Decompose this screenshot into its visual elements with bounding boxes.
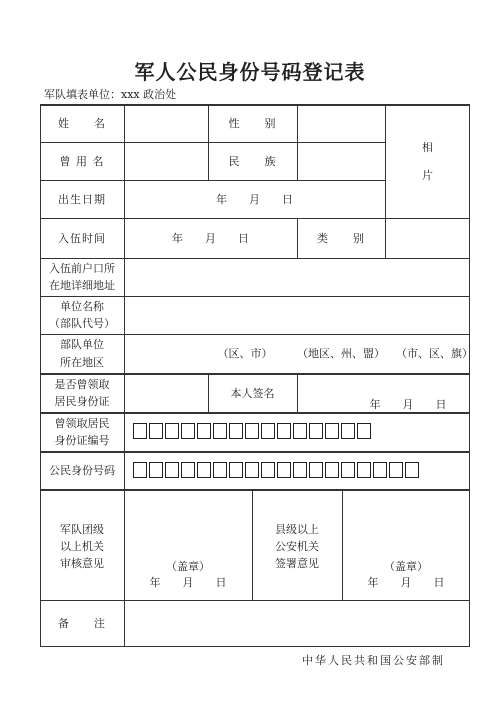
army-seal: （盖章） — [166, 560, 210, 573]
gender-field[interactable] — [298, 105, 385, 142]
unit-name-label-2: （部队代号） — [49, 317, 115, 330]
unit-location-label-1: 部队单位 — [60, 338, 104, 351]
signature-label: 本人签名 — [230, 387, 275, 400]
ethnicity-field[interactable] — [298, 143, 385, 180]
digit-box[interactable] — [261, 462, 275, 478]
photo-area[interactable] — [386, 105, 469, 218]
police-review-label-2: 公安机关 — [275, 540, 319, 553]
enlist-time-field[interactable]: 年 月 日 — [172, 232, 249, 245]
digit-box[interactable] — [341, 462, 355, 478]
enlist-time-label: 入伍时间 — [58, 232, 106, 245]
police-review-label-3: 签署意见 — [275, 557, 319, 570]
digit-box[interactable] — [133, 423, 147, 439]
digit-box[interactable] — [229, 462, 243, 478]
location-city: （市、区、旗） — [396, 347, 473, 360]
got-id-label-2: 居民身份证 — [54, 395, 110, 408]
got-id-field[interactable] — [125, 375, 208, 412]
category-field[interactable] — [386, 219, 469, 258]
row-divider — [40, 180, 385, 181]
digit-box[interactable] — [293, 423, 307, 439]
remarks-field[interactable] — [125, 601, 469, 646]
location-district: （区、市） — [217, 347, 273, 360]
digit-box[interactable] — [245, 423, 259, 439]
digit-box[interactable] — [325, 423, 339, 439]
digit-box[interactable] — [293, 462, 307, 478]
digit-box[interactable] — [133, 462, 147, 478]
police-review-date[interactable]: 年 月 日 — [367, 576, 445, 589]
issuer-footer: 中华人民共和国公安部制 — [302, 654, 445, 667]
birth-date-label: 出生日期 — [58, 193, 106, 206]
digit-box[interactable] — [405, 462, 419, 478]
digit-box[interactable] — [357, 462, 371, 478]
digit-box[interactable] — [309, 462, 323, 478]
photo-label-2: 片 — [422, 169, 433, 182]
digit-box[interactable] — [357, 423, 371, 439]
digit-box[interactable] — [213, 423, 227, 439]
digit-box[interactable] — [197, 462, 211, 478]
police-seal: （盖章） — [384, 560, 428, 573]
digit-box[interactable] — [261, 423, 275, 439]
remarks-label: 备 注 — [58, 617, 106, 630]
digit-box[interactable] — [165, 462, 179, 478]
army-review-label-2: 以上机关 — [60, 540, 104, 553]
unit-name-label-1: 单位名称 — [60, 300, 104, 313]
form-title: 军人公民身份号码登记表 — [134, 60, 366, 84]
digit-box[interactable] — [341, 423, 355, 439]
police-review-label-1: 县级以上 — [275, 523, 319, 536]
prior-address-label-1: 入伍前户口所 — [49, 262, 115, 275]
signature-date[interactable]: 年 月 日 — [369, 398, 447, 411]
digit-box[interactable] — [389, 462, 403, 478]
digit-box[interactable] — [325, 462, 339, 478]
digit-box[interactable] — [277, 423, 291, 439]
prior-address-label-2: 在地详细地址 — [49, 279, 115, 292]
filling-unit: 军队填表单位：xxx 政治处 — [44, 88, 177, 101]
former-name-label: 曾 用 名 — [59, 155, 105, 168]
citizen-id-number-boxes[interactable] — [133, 462, 419, 478]
army-review-label-1: 军队团级 — [60, 523, 104, 536]
former-id-label-1: 曾领取居民 — [54, 417, 110, 430]
army-review-label-3: 审核意见 — [60, 557, 104, 570]
digit-box[interactable] — [181, 423, 195, 439]
digit-box[interactable] — [373, 462, 387, 478]
row-divider — [40, 451, 470, 453]
digit-box[interactable] — [229, 423, 243, 439]
digit-box[interactable] — [149, 423, 163, 439]
category-label: 类 别 — [317, 232, 365, 245]
digit-box[interactable] — [277, 462, 291, 478]
digit-box[interactable] — [213, 462, 227, 478]
col-divider — [297, 373, 298, 412]
digit-box[interactable] — [149, 462, 163, 478]
ethnicity-label: 民 族 — [228, 155, 277, 168]
location-prefecture: （地区、州、盟） — [297, 347, 385, 360]
gender-label: 性 别 — [228, 117, 277, 130]
former-name-field[interactable] — [125, 143, 208, 180]
unit-location-label-2: 所在地区 — [60, 356, 104, 369]
unit-name-field[interactable] — [125, 297, 469, 334]
photo-label-1: 相 — [422, 141, 433, 154]
name-field[interactable] — [125, 105, 208, 142]
table-bottom-border — [40, 646, 470, 647]
citizen-id-label: 公民身份号码 — [49, 464, 115, 477]
former-id-number-boxes[interactable] — [133, 423, 371, 439]
former-id-label-2: 身份证编号 — [54, 434, 110, 447]
digit-box[interactable] — [181, 462, 195, 478]
digit-box[interactable] — [309, 423, 323, 439]
name-label: 姓 名 — [58, 117, 106, 130]
digit-box[interactable] — [245, 462, 259, 478]
digit-box[interactable] — [165, 423, 179, 439]
row-divider — [40, 489, 470, 491]
birth-date-field[interactable]: 年 月 日 — [216, 193, 293, 206]
army-review-date[interactable]: 年 月 日 — [149, 576, 227, 589]
got-id-label-1: 是否曾领取 — [54, 378, 110, 391]
digit-box[interactable] — [197, 423, 211, 439]
prior-address-field[interactable] — [125, 259, 469, 296]
